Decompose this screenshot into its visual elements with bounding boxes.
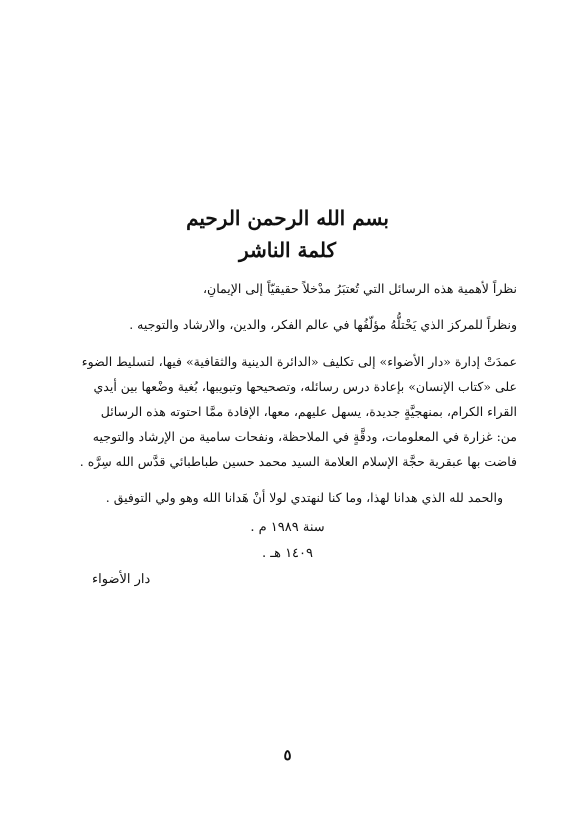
page-title: كلمة الناشر bbox=[239, 238, 336, 262]
date-hijri: ١٤٠٩ هـ . bbox=[262, 546, 313, 561]
closing-line: والحمد لله الذي هدانا لهذا، وما كنا لنهتدي لولا أنْ هَدانا الله وهو ولي التوفيق . bbox=[105, 490, 503, 505]
intro-line-2: ونظراً للمركز الذي يَحْتلُّهُ مؤلّفُها في عالم الفكر، والدين، والارشاد والتوجيه . bbox=[129, 317, 517, 332]
body-line-1: عمدَتْ إدارة «دار الأضواء» إلى تكليف «الدائرة الدينية والثقافية» فيها، لتسليط الضوء bbox=[81, 354, 517, 369]
basmala-heading: بسم الله الرحمن الرحيم bbox=[186, 206, 389, 230]
body-line-2: على «كتاب الإنسان» بإعادة درس رسائله، وتصحيحها وتبويبها، بُغية وضْعها بين أيدي bbox=[93, 379, 517, 394]
publisher-signature: دار الأضواء bbox=[92, 572, 151, 587]
body-line-4: من: غزارة في المعلومات، ودقَّةٍ في الملاحظة، ونفحات سامية من الإرشاد والتوجيه bbox=[92, 429, 517, 444]
date-gregorian: سنة ١٩٨٩ م . bbox=[250, 520, 325, 535]
body-line-3: القراء الكرام، بمنهجيَّةٍ جديدة، يسهل عليهم، معها، الإفادة ممَّا احتوته هذه الرسائل bbox=[100, 404, 517, 419]
page-number: ٥ bbox=[283, 746, 292, 764]
body-line-5: فاضت بها عبقرية حجَّة الإسلام العلامة السيد محمد حسين طباطبائي قدَّس الله سِرَّه . bbox=[79, 454, 517, 469]
intro-line-1: نظراً لأهمية هذه الرسائل التي تُعتبَرُ مدْخلاً حقيقيّاً إلى الإيمانِ، bbox=[202, 281, 517, 296]
